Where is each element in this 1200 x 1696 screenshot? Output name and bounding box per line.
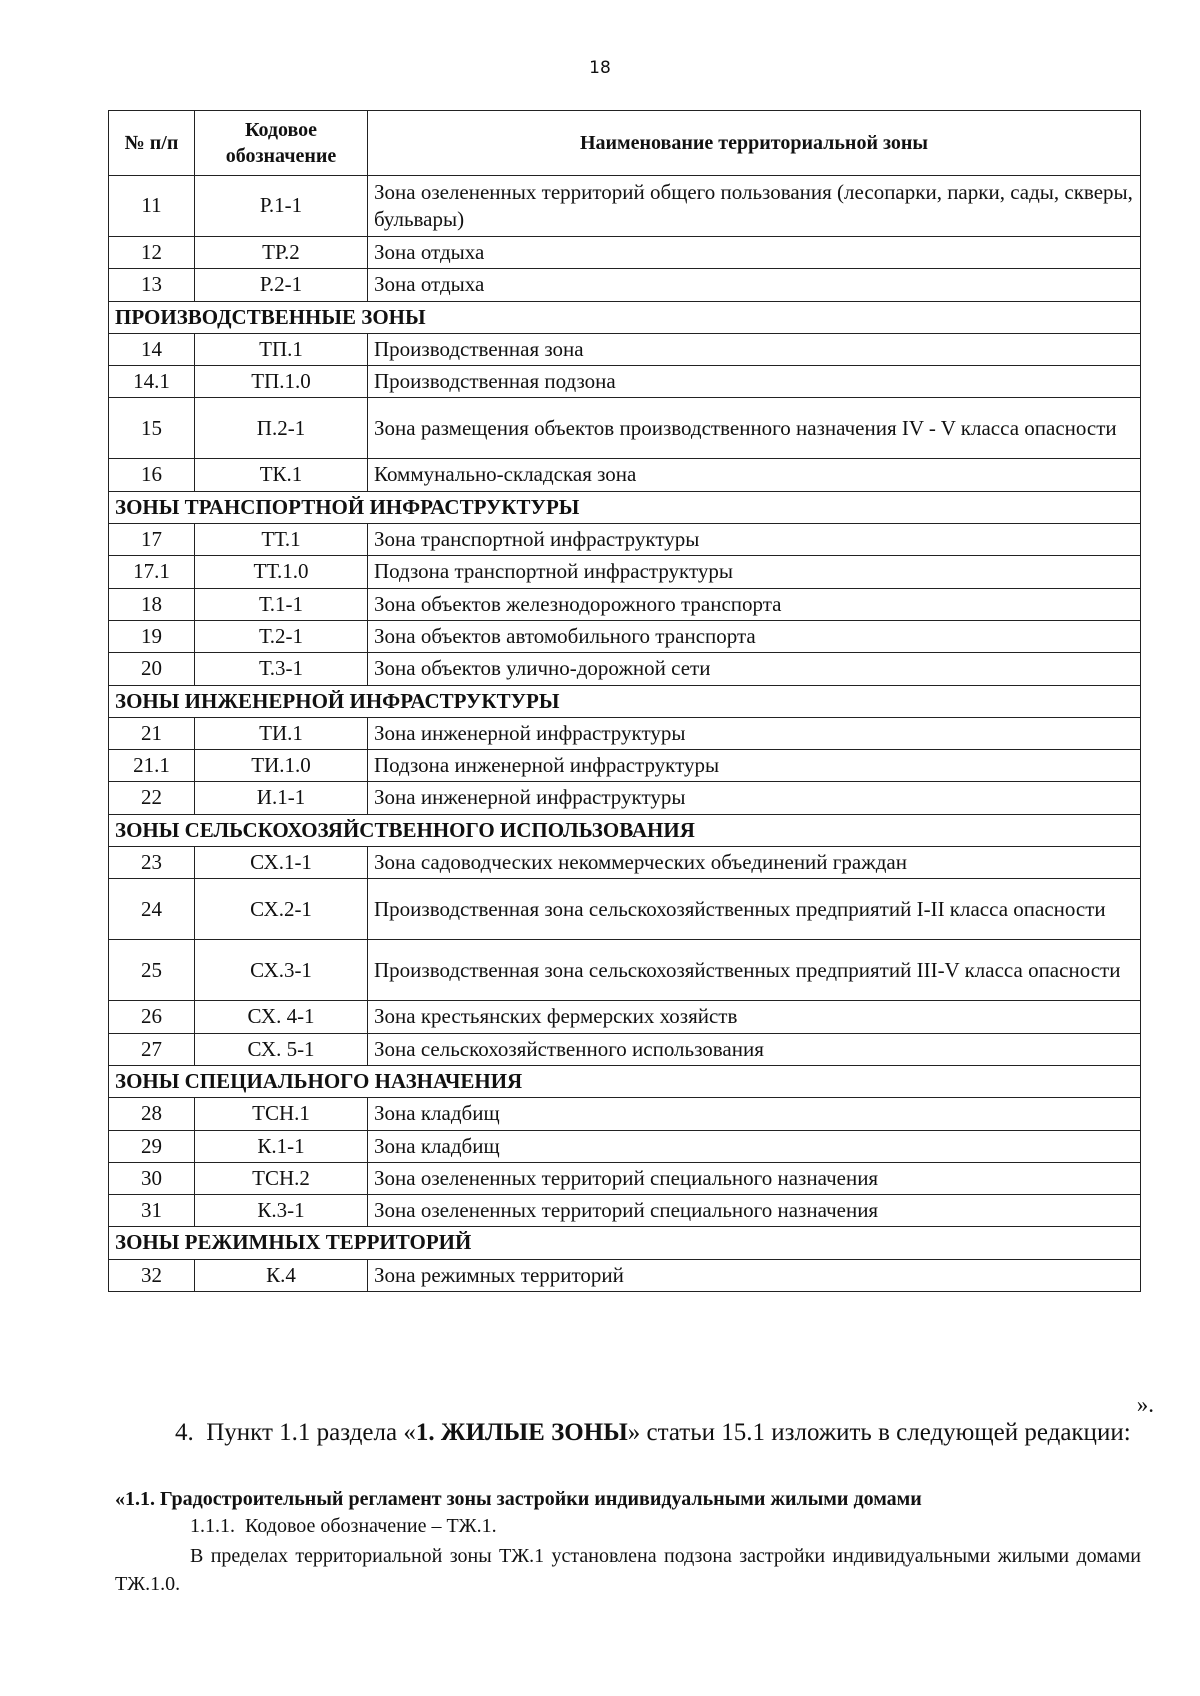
row-number-cell: 15 <box>109 398 195 459</box>
row-number-cell: 25 <box>109 940 195 1001</box>
zone-code-cell: ТП.1 <box>195 333 368 365</box>
table-row <box>109 717 1141 749</box>
zone-name-cell: Зона инженерной инфраструктуры <box>368 717 1141 749</box>
table-row <box>109 237 1141 269</box>
zone-code-cell: СХ.2-1 <box>195 879 368 940</box>
code-line-number: 1.1.1. <box>190 1515 235 1537</box>
zone-name-cell: Производственная зона сельскохозяйственных предприятий I-II класса опасности <box>368 879 1141 940</box>
table-row <box>109 398 1141 459</box>
row-number-cell: 17 <box>109 524 195 556</box>
zone-code-cell: Т.2-1 <box>195 620 368 652</box>
row-number-cell: 24 <box>109 879 195 940</box>
paragraph-4-text-after: » статьи 15.1 изложить в следующей редакции: <box>627 1419 1131 1446</box>
table-row <box>109 1001 1141 1033</box>
row-number-cell: 22 <box>109 782 195 814</box>
table-row <box>109 1098 1141 1130</box>
zone-name-cell: Зона объектов автомобильного транспорта <box>368 620 1141 652</box>
zone-code-cell: ТИ.1 <box>195 717 368 749</box>
zone-code-cell: Р.2-1 <box>195 269 368 301</box>
table-row <box>109 782 1141 814</box>
row-number-cell: 21.1 <box>109 750 195 782</box>
table-row <box>109 524 1141 556</box>
zone-name-cell: Подзона инженерной инфраструктуры <box>368 750 1141 782</box>
zone-name-cell: Зона кладбищ <box>368 1130 1141 1162</box>
table-body <box>109 176 1141 1292</box>
zone-code-cell: ТСН.1 <box>195 1098 368 1130</box>
zone-name-cell: Зона режимных территорий <box>368 1259 1141 1291</box>
row-number-cell: 14.1 <box>109 366 195 398</box>
page-number: 18 <box>589 58 611 78</box>
zone-code-cell: ТСН.2 <box>195 1162 368 1194</box>
paragraph-4-number: 4. <box>175 1419 194 1446</box>
row-number-cell: 17.1 <box>109 556 195 588</box>
zone-code-cell: П.2-1 <box>195 398 368 459</box>
zone-code-cell: СХ.1-1 <box>195 847 368 879</box>
header-number: № п/п <box>109 111 195 176</box>
table-row <box>109 556 1141 588</box>
row-number-cell: 21 <box>109 717 195 749</box>
row-number-cell: 31 <box>109 1195 195 1227</box>
paragraph-4-text-before: Пункт 1.1 раздела « <box>206 1419 416 1446</box>
section-row <box>109 301 1141 333</box>
section-title: ЗОНЫ СЕЛЬСКОХОЗЯЙСТВЕННОГО ИСПОЛЬЗОВАНИЯ <box>109 814 1141 846</box>
table-row <box>109 1162 1141 1194</box>
table-row <box>109 940 1141 1001</box>
zone-name-cell: Зона инженерной инфраструктуры <box>368 782 1141 814</box>
table-row <box>109 653 1141 685</box>
section-row <box>109 491 1141 523</box>
zone-name-cell: Зона объектов железнодорожного транспорта <box>368 588 1141 620</box>
section-row <box>109 814 1141 846</box>
zone-name-cell: Зона озелененных территорий специального назначения <box>368 1195 1141 1227</box>
section-title: ЗОНЫ ТРАНСПОРТНОЙ ИНФРАСТРУКТУРЫ <box>109 491 1141 523</box>
zone-name-cell: Коммунально-складская зона <box>368 459 1141 491</box>
table-row <box>109 1130 1141 1162</box>
zone-code-cell: ТП.1.0 <box>195 366 368 398</box>
zone-code-cell: К.4 <box>195 1259 368 1291</box>
zone-name-cell: Подзона транспортной инфраструктуры <box>368 556 1141 588</box>
closing-quote: ». <box>1136 1392 1154 1417</box>
zone-name-cell: Производственная подзона <box>368 366 1141 398</box>
row-number-cell: 32 <box>109 1259 195 1291</box>
zone-code-cell: СХ.3-1 <box>195 940 368 1001</box>
table-row <box>109 1259 1141 1291</box>
zone-code-cell: Т.3-1 <box>195 653 368 685</box>
subzone-paragraph: В пределах территориальной зоны ТЖ.1 установлена подзона застройки индивидуальными жилыми домами ТЖ.1.0. <box>115 1545 1141 1595</box>
zone-code-cell: К.1-1 <box>195 1130 368 1162</box>
table-header-row <box>109 111 1141 176</box>
table-row <box>109 176 1141 237</box>
section-row <box>109 1227 1141 1259</box>
section-title: ЗОНЫ РЕЖИМНЫХ ТЕРРИТОРИЙ <box>109 1227 1141 1259</box>
zone-code-cell: ТТ.1.0 <box>195 556 368 588</box>
zone-name-cell: Зона размещения объектов производственного назначения IV - V класса опасности <box>368 398 1141 459</box>
table-row <box>109 879 1141 940</box>
table-row <box>109 588 1141 620</box>
table-row <box>109 1033 1141 1065</box>
row-number-cell: 27 <box>109 1033 195 1065</box>
zone-name-cell: Производственная зона сельскохозяйственных предприятий III-V класса опасности <box>368 940 1141 1001</box>
territorial-zones-table <box>108 110 1141 1292</box>
table-row <box>109 620 1141 652</box>
row-number-cell: 19 <box>109 620 195 652</box>
code-line-text: Кодовое обозначение – ТЖ.1. <box>245 1515 497 1537</box>
row-number-cell: 29 <box>109 1130 195 1162</box>
table-row <box>109 847 1141 879</box>
zone-code-cell: СХ. 5-1 <box>195 1033 368 1065</box>
row-number-cell: 23 <box>109 847 195 879</box>
table-row <box>109 1195 1141 1227</box>
code-designation-line <box>190 1515 497 1538</box>
header-code: Кодовое обозначение <box>195 111 368 176</box>
row-number-cell: 13 <box>109 269 195 301</box>
zone-name-cell: Зона отдыха <box>368 269 1141 301</box>
zone-name-cell: Зона крестьянских фермерских хозяйств <box>368 1001 1141 1033</box>
header-zone-name: Наименование территориальной зоны <box>368 111 1141 176</box>
zone-name-cell: Зона сельскохозяйственного использования <box>368 1033 1141 1065</box>
zone-name-cell: Зона кладбищ <box>368 1098 1141 1130</box>
zone-name-cell: Зона озелененных территорий специального назначения <box>368 1162 1141 1194</box>
zone-code-cell: К.3-1 <box>195 1195 368 1227</box>
row-number-cell: 16 <box>109 459 195 491</box>
zone-code-cell: И.1-1 <box>195 782 368 814</box>
section-title: ЗОНЫ ИНЖЕНЕРНОЙ ИНФРАСТРУКТУРЫ <box>109 685 1141 717</box>
section-title: ЗОНЫ СПЕЦИАЛЬНОГО НАЗНАЧЕНИЯ <box>109 1065 1141 1097</box>
zone-code-cell: ТР.2 <box>195 237 368 269</box>
zone-code-cell: СХ. 4-1 <box>195 1001 368 1033</box>
row-number-cell: 20 <box>109 653 195 685</box>
zone-name-cell: Зона транспортной инфраструктуры <box>368 524 1141 556</box>
zone-name-cell: Зона озелененных территорий общего пользования (лесопарки, парки, сады, скверы, бульвары) <box>368 176 1141 237</box>
zone-code-cell: ТИ.1.0 <box>195 750 368 782</box>
section-row <box>109 1065 1141 1097</box>
row-number-cell: 11 <box>109 176 195 237</box>
row-number-cell: 26 <box>109 1001 195 1033</box>
table-row <box>109 269 1141 301</box>
zone-code-cell: Т.1-1 <box>195 588 368 620</box>
table-row <box>109 366 1141 398</box>
row-number-cell: 14 <box>109 333 195 365</box>
table-row <box>109 459 1141 491</box>
zone-code-cell: ТК.1 <box>195 459 368 491</box>
row-number-cell: 30 <box>109 1162 195 1194</box>
zone-name-cell: Зона отдыха <box>368 237 1141 269</box>
section-row <box>109 685 1141 717</box>
zone-code-cell: Р.1-1 <box>195 176 368 237</box>
row-number-cell: 18 <box>109 588 195 620</box>
zone-name-cell: Зона садоводческих некоммерческих объединений граждан <box>368 847 1141 879</box>
paragraph-4 <box>115 1416 1141 1450</box>
table-row <box>109 750 1141 782</box>
section-heading: «1.1. Градостроительный регламент зоны застройки индивидуальными жилыми домами <box>115 1488 922 1510</box>
zone-name-cell: Производственная зона <box>368 333 1141 365</box>
section-title: ПРОИЗВОДСТВЕННЫЕ ЗОНЫ <box>109 301 1141 333</box>
table-row <box>109 333 1141 365</box>
zone-name-cell: Зона объектов улично-дорожной сети <box>368 653 1141 685</box>
zone-code-cell: ТТ.1 <box>195 524 368 556</box>
row-number-cell: 12 <box>109 237 195 269</box>
row-number-cell: 28 <box>109 1098 195 1130</box>
paragraph-4-bold-section: 1. ЖИЛЫЕ ЗОНЫ <box>415 1419 628 1446</box>
